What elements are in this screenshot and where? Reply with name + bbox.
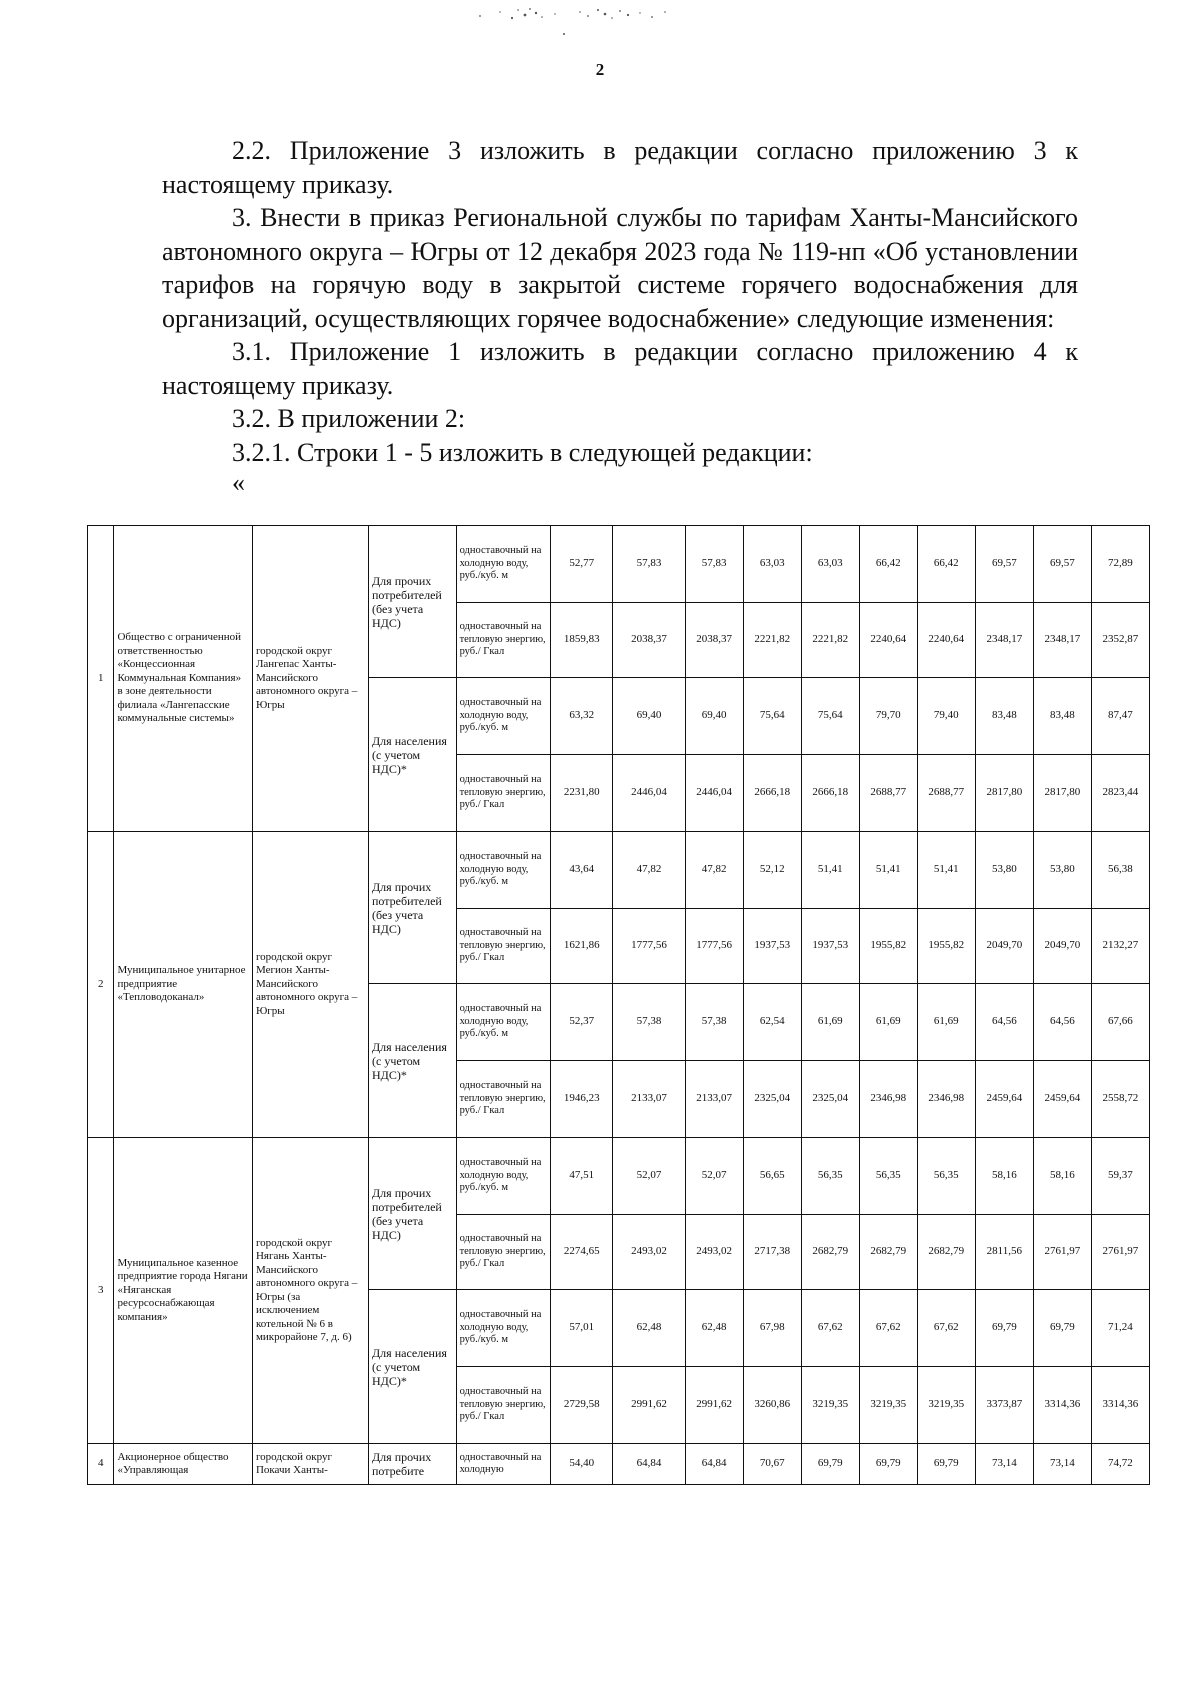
- tariff-value: 58,16: [1033, 1138, 1091, 1215]
- tariff-value: 2346,98: [917, 1061, 975, 1138]
- tariff-value: 2823,44: [1091, 755, 1149, 832]
- tariff-value: 61,69: [917, 984, 975, 1061]
- tariff-value: 2666,18: [801, 755, 859, 832]
- tariff-value: 2446,04: [613, 755, 685, 832]
- tariff-value: 2231,80: [551, 755, 613, 832]
- tariff-value: 2817,80: [1033, 755, 1091, 832]
- tariff-value: 2221,82: [801, 603, 859, 678]
- tariff-value: 2558,72: [1091, 1061, 1149, 1138]
- paragraph: 3.2.1. Строки 1 - 5 изложить в следующей редакции:: [232, 437, 813, 467]
- tariff-value: 63,32: [551, 678, 613, 755]
- tariff-value: 2811,56: [975, 1215, 1033, 1290]
- tariff-value: 73,14: [1033, 1444, 1091, 1485]
- organization-name: Акционерное общество «Управляющая: [114, 1444, 252, 1485]
- consumer-category: Для прочих потребите: [369, 1444, 457, 1485]
- tariff-value: 2352,87: [1091, 603, 1149, 678]
- tariff-value: 3373,87: [975, 1367, 1033, 1444]
- tariff-value: 71,24: [1091, 1290, 1149, 1367]
- tariff-value: 67,98: [743, 1290, 801, 1367]
- tariff-value: 52,77: [551, 526, 613, 603]
- tariff-type: одноставочный на тепловую энергию, руб./ Гкал: [456, 909, 551, 984]
- tariff-value: 2348,17: [1033, 603, 1091, 678]
- tariff-value: 63,03: [743, 526, 801, 603]
- tariff-type: одноставочный на холодную воду, руб./куб. м: [456, 678, 551, 755]
- tariff-value: 2240,64: [859, 603, 917, 678]
- tariff-value: 83,48: [1033, 678, 1091, 755]
- tariff-table: [87, 525, 1150, 1485]
- tariff-value: 52,12: [743, 832, 801, 909]
- tariff-value: 2666,18: [743, 755, 801, 832]
- tariff-value: 61,69: [859, 984, 917, 1061]
- tariff-value: 52,07: [613, 1138, 685, 1215]
- tariff-value: 2493,02: [685, 1215, 743, 1290]
- tariff-value: 57,01: [551, 1290, 613, 1367]
- tariff-value: 53,80: [1033, 832, 1091, 909]
- tariff-type: одноставочный на тепловую энергию, руб./ Гкал: [456, 1061, 551, 1138]
- consumer-category: Для населения (с учетом НДС)*: [369, 984, 457, 1138]
- tariff-type: одноставочный на холодную воду, руб./куб. м: [456, 1290, 551, 1367]
- tariff-value: 64,56: [1033, 984, 1091, 1061]
- tariff-value: 1621,86: [551, 909, 613, 984]
- tariff-value: 2817,80: [975, 755, 1033, 832]
- row-number: 2: [88, 832, 114, 1138]
- tariff-value: 54,40: [551, 1444, 613, 1485]
- consumer-category: Для прочих потребителей (без учета НДС): [369, 1138, 457, 1290]
- document-body: [162, 134, 1078, 497]
- tariff-type: одноставочный на тепловую энергию, руб./ Гкал: [456, 1215, 551, 1290]
- table-row: [88, 832, 1150, 909]
- table-row: [88, 526, 1150, 603]
- tariff-value: 61,69: [801, 984, 859, 1061]
- tariff-value: 62,48: [613, 1290, 685, 1367]
- tariff-value: 79,40: [917, 678, 975, 755]
- tariff-value: 3314,36: [1091, 1367, 1149, 1444]
- tariff-value: 2132,27: [1091, 909, 1149, 984]
- tariff-value: 2688,77: [917, 755, 975, 832]
- tariff-value: 56,35: [801, 1138, 859, 1215]
- tariff-value: 2493,02: [613, 1215, 685, 1290]
- tariff-value: 51,41: [917, 832, 975, 909]
- tariff-value: 56,35: [917, 1138, 975, 1215]
- tariff-value: 57,83: [613, 526, 685, 603]
- tariff-value: 1955,82: [859, 909, 917, 984]
- tariff-type: одноставочный на холодную: [456, 1444, 551, 1485]
- tariff-value: 57,83: [685, 526, 743, 603]
- tariff-value: 2049,70: [975, 909, 1033, 984]
- tariff-value: 3219,35: [859, 1367, 917, 1444]
- tariff-value: 87,47: [1091, 678, 1149, 755]
- tariff-value: 64,56: [975, 984, 1033, 1061]
- tariff-value: 47,82: [685, 832, 743, 909]
- tariff-value: 2682,79: [917, 1215, 975, 1290]
- tariff-value: 57,38: [685, 984, 743, 1061]
- tariff-value: 2348,17: [975, 603, 1033, 678]
- tariff-type: одноставочный на тепловую энергию, руб./ Гкал: [456, 1367, 551, 1444]
- table-row: [88, 1444, 1150, 1485]
- tariff-value: 66,42: [859, 526, 917, 603]
- tariff-value: 58,16: [975, 1138, 1033, 1215]
- tariff-value: 56,35: [859, 1138, 917, 1215]
- tariff-value: 56,65: [743, 1138, 801, 1215]
- tariff-value: 69,57: [975, 526, 1033, 603]
- territory-name: городской округ Покачи Ханты-: [252, 1444, 368, 1485]
- tariff-value: 2991,62: [685, 1367, 743, 1444]
- tariff-value: 2346,98: [859, 1061, 917, 1138]
- tariff-value: 1955,82: [917, 909, 975, 984]
- tariff-value: 2240,64: [917, 603, 975, 678]
- organization-name: Муниципальное казенное предприятие города Нягани «Няганская ресурсоснабжающая компания»: [114, 1138, 252, 1444]
- tariff-value: 1777,56: [613, 909, 685, 984]
- paragraph: 2.2. Приложение 3 изложить в редакции согласно приложению 3 к настоящему приказу.: [162, 136, 1078, 199]
- tariff-value: 2133,07: [685, 1061, 743, 1138]
- page-number: 2: [595, 60, 605, 79]
- tariff-value: 75,64: [743, 678, 801, 755]
- territory-name: городской округ Мегион Ханты-Мансийского автономного округа – Югры: [252, 832, 368, 1138]
- tariff-value: 69,79: [975, 1290, 1033, 1367]
- tariff-value: 43,64: [551, 832, 613, 909]
- tariff-value: 51,41: [801, 832, 859, 909]
- tariff-value: 67,62: [859, 1290, 917, 1367]
- tariff-value: 2459,64: [1033, 1061, 1091, 1138]
- tariff-value: 2717,38: [743, 1215, 801, 1290]
- scan-noise: [470, 0, 710, 40]
- tariff-value: 53,80: [975, 832, 1033, 909]
- tariff-value: 64,84: [613, 1444, 685, 1485]
- organization-name: Муниципальное унитарное предприятие «Тепловодоканал»: [114, 832, 252, 1138]
- tariff-value: 56,38: [1091, 832, 1149, 909]
- tariff-value: 75,64: [801, 678, 859, 755]
- tariff-value: 69,57: [1033, 526, 1091, 603]
- consumer-category: Для населения (с учетом НДС)*: [369, 1290, 457, 1444]
- tariff-value: 1859,83: [551, 603, 613, 678]
- tariff-type: одноставочный на тепловую энергию, руб./ Гкал: [456, 755, 551, 832]
- tariff-type: одноставочный на холодную воду, руб./куб. м: [456, 984, 551, 1061]
- row-number: 1: [88, 526, 114, 832]
- paragraph: 3. Внести в приказ Региональной службы по тарифам Ханты-Мансийского автономного округа – Югры от 12 декабря 2023 года № 119-нп «Об установлении тарифов на горячую воду в закрытой системе горячего водоснабжения для организаций, осуществляющих горячее водоснабжение» следующие изменения:: [162, 203, 1078, 333]
- tariff-value: 2221,82: [743, 603, 801, 678]
- tariff-value: 79,70: [859, 678, 917, 755]
- tariff-value: 2038,37: [613, 603, 685, 678]
- tariff-value: 47,82: [613, 832, 685, 909]
- tariff-value: 47,51: [551, 1138, 613, 1215]
- tariff-value: 70,67: [743, 1444, 801, 1485]
- tariff-value: 83,48: [975, 678, 1033, 755]
- tariff-value: 2325,04: [743, 1061, 801, 1138]
- tariff-value: 2133,07: [613, 1061, 685, 1138]
- tariff-value: 72,89: [1091, 526, 1149, 603]
- organization-name: Общество с ограниченной ответственностью «Концессионная Коммунальная Компания» в зоне деятельности филиала «Лангепасские коммунальные системы»: [114, 526, 252, 832]
- tariff-value: 2729,58: [551, 1367, 613, 1444]
- tariff-value: 2682,79: [859, 1215, 917, 1290]
- tariff-value: 66,42: [917, 526, 975, 603]
- tariff-value: 2274,65: [551, 1215, 613, 1290]
- row-number: 3: [88, 1138, 114, 1444]
- territory-name: городской округ Лангепас Ханты-Мансийского автономного округа – Югры: [252, 526, 368, 832]
- tariff-value: 1777,56: [685, 909, 743, 984]
- tariff-value: 59,37: [1091, 1138, 1149, 1215]
- tariff-value: 2325,04: [801, 1061, 859, 1138]
- tariff-value: 69,79: [1033, 1290, 1091, 1367]
- row-number: 4: [88, 1444, 114, 1485]
- paragraph: 3.2. В приложении 2:: [232, 404, 466, 433]
- consumer-category: Для прочих потребителей (без учета НДС): [369, 832, 457, 984]
- opening-quote-mark: «: [232, 468, 245, 497]
- tariff-value: 1937,53: [801, 909, 859, 984]
- tariff-value: 2446,04: [685, 755, 743, 832]
- tariff-value: 69,40: [613, 678, 685, 755]
- tariff-value: 3260,86: [743, 1367, 801, 1444]
- tariff-value: 2991,62: [613, 1367, 685, 1444]
- tariff-value: 62,48: [685, 1290, 743, 1367]
- consumer-category: Для населения (с учетом НДС)*: [369, 678, 457, 832]
- tariff-value: 2761,97: [1091, 1215, 1149, 1290]
- tariff-type: одноставочный на холодную воду, руб./куб. м: [456, 526, 551, 603]
- tariff-value: 1946,23: [551, 1061, 613, 1138]
- consumer-category: Для прочих потребителей (без учета НДС): [369, 526, 457, 678]
- territory-name: городской округ Нягань Ханты-Мансийского автономного округа – Югры (за исключением котельной № 6 в микрорайоне 7, д. 6): [252, 1138, 368, 1444]
- tariff-value: 74,72: [1091, 1444, 1149, 1485]
- tariff-value: 3314,36: [1033, 1367, 1091, 1444]
- tariff-value: 67,62: [917, 1290, 975, 1367]
- tariff-type: одноставочный на холодную воду, руб./куб. м: [456, 1138, 551, 1215]
- tariff-value: 69,79: [801, 1444, 859, 1485]
- tariff-value: 67,62: [801, 1290, 859, 1367]
- tariff-value: 69,40: [685, 678, 743, 755]
- tariff-value: 2038,37: [685, 603, 743, 678]
- tariff-value: 2688,77: [859, 755, 917, 832]
- paragraph: 3.1. Приложение 1 изложить в редакции согласно приложению 4 к настоящему приказу.: [162, 337, 1078, 400]
- tariff-value: 2459,64: [975, 1061, 1033, 1138]
- tariff-value: 2049,70: [1033, 909, 1091, 984]
- tariff-value: 2682,79: [801, 1215, 859, 1290]
- tariff-value: 1937,53: [743, 909, 801, 984]
- tariff-value: 73,14: [975, 1444, 1033, 1485]
- tariff-value: 62,54: [743, 984, 801, 1061]
- tariff-value: 3219,35: [801, 1367, 859, 1444]
- tariff-value: 57,38: [613, 984, 685, 1061]
- tariff-type: одноставочный на тепловую энергию, руб./ Гкал: [456, 603, 551, 678]
- tariff-value: 69,79: [859, 1444, 917, 1485]
- tariff-value: 3219,35: [917, 1367, 975, 1444]
- tariff-value: 2761,97: [1033, 1215, 1091, 1290]
- tariff-value: 63,03: [801, 526, 859, 603]
- tariff-value: 67,66: [1091, 984, 1149, 1061]
- tariff-value: 52,07: [685, 1138, 743, 1215]
- tariff-type: одноставочный на холодную воду, руб./куб. м: [456, 832, 551, 909]
- tariff-value: 51,41: [859, 832, 917, 909]
- tariff-value: 64,84: [685, 1444, 743, 1485]
- tariff-value: 69,79: [917, 1444, 975, 1485]
- table-row: [88, 1138, 1150, 1215]
- tariff-table-body: [88, 526, 1150, 1485]
- tariff-value: 52,37: [551, 984, 613, 1061]
